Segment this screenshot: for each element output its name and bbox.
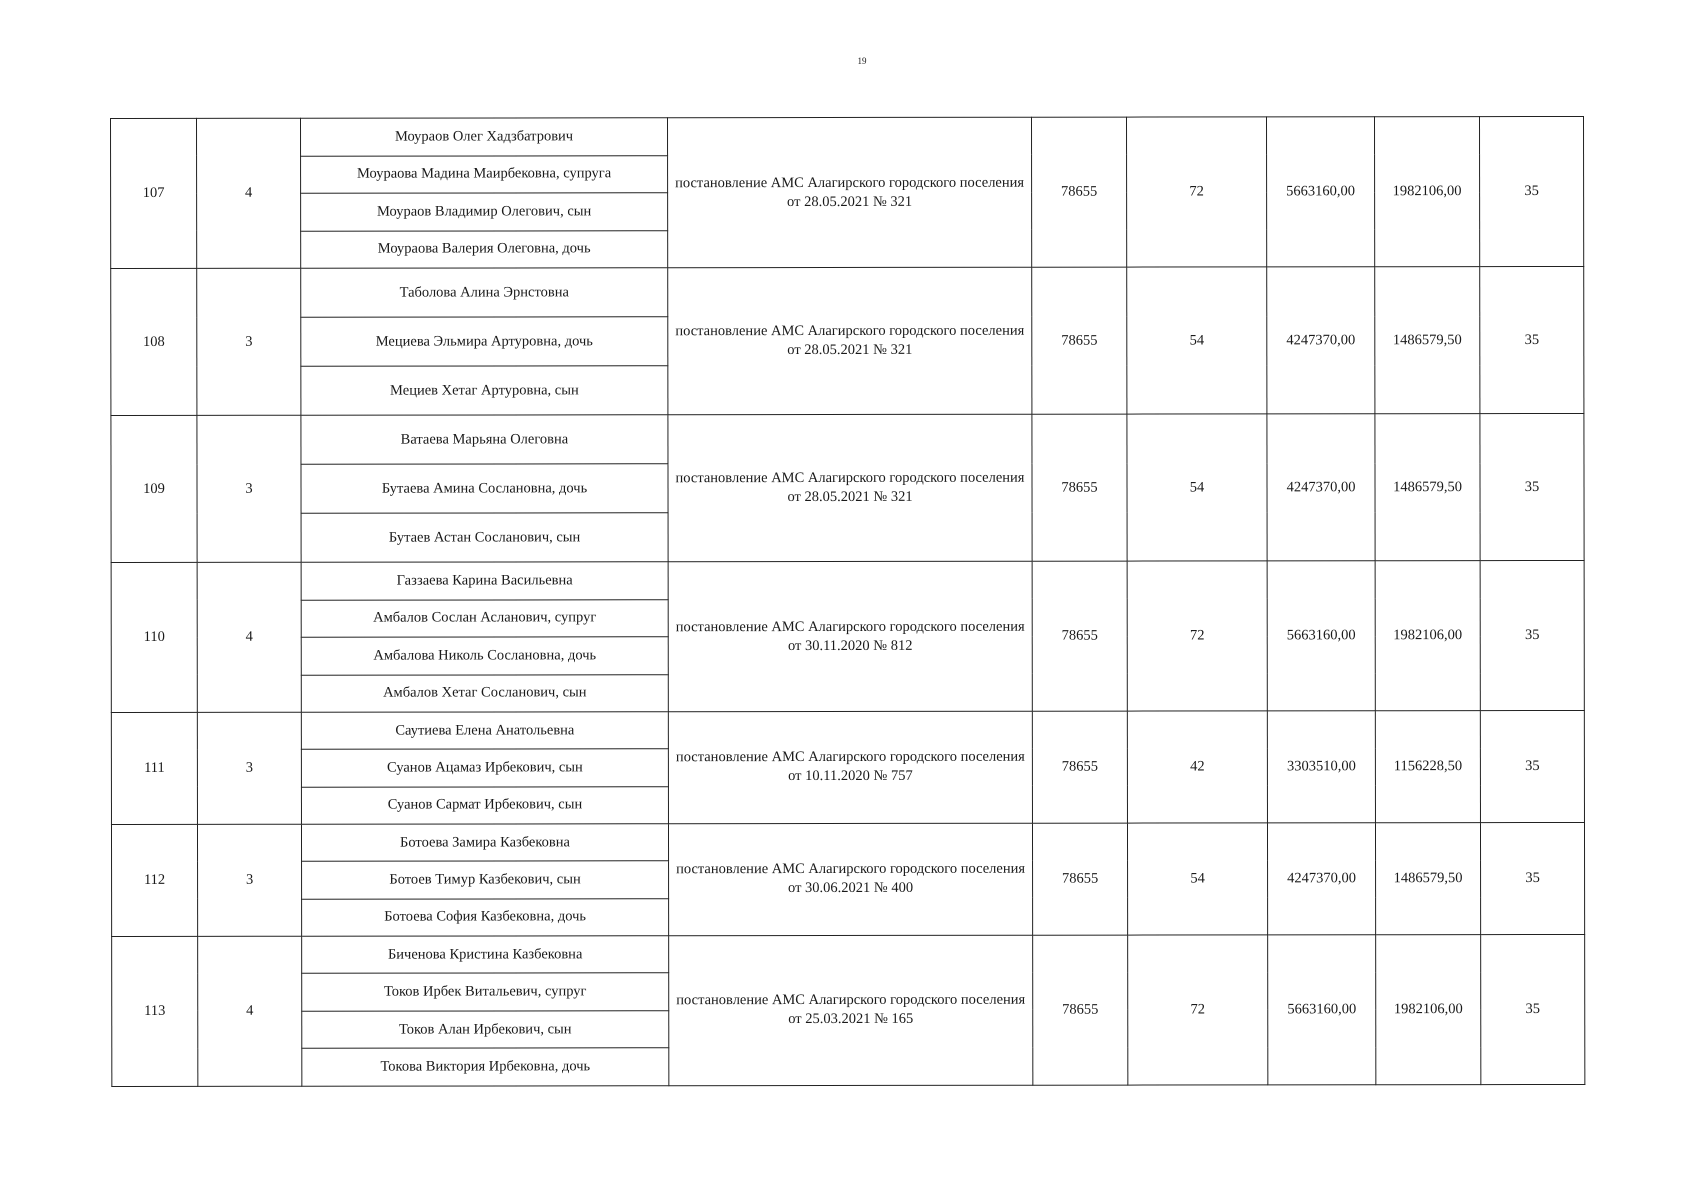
row-number: 107 xyxy=(111,118,197,268)
subsidy-amount: 1982106,00 xyxy=(1374,117,1479,267)
decree-reference: постановление АМС Алагирского городского поселения от 25.03.2021 № 165 xyxy=(669,935,1033,1086)
housing-cost: 4247370,00 xyxy=(1267,823,1375,935)
family-member: Газзаева Карина Васильевна xyxy=(301,562,668,600)
row-number: 109 xyxy=(111,415,197,562)
family-member: Мециева Эльмира Артуровна, дочь xyxy=(301,317,668,367)
family-member: Токов Ирбек Витальевич, супруг xyxy=(302,973,669,1011)
subsidy-percent: 35 xyxy=(1481,934,1585,1084)
housing-cost: 5663160,00 xyxy=(1266,117,1374,267)
family-member: Амбалов Хетаг Сосланович, сын xyxy=(301,674,668,712)
family-member: Ботоева София Казбековна, дочь xyxy=(302,898,669,936)
subsidy-percent: 35 xyxy=(1479,116,1583,266)
family-size: 3 xyxy=(197,824,301,936)
subsidy-percent: 35 xyxy=(1480,710,1584,822)
housing-cost: 5663160,00 xyxy=(1267,561,1375,711)
price-per-sqm: 78655 xyxy=(1032,711,1127,823)
family-member: Саутиева Елена Анатольевна xyxy=(301,712,668,750)
subsidy-amount: 1982106,00 xyxy=(1376,935,1481,1085)
family-member: Моураова Валерия Олеговна, дочь xyxy=(301,230,668,268)
family-member: Амбалов Сослан Асланович, супруг xyxy=(301,599,668,637)
family-member: Токов Алан Ирбекович, сын xyxy=(302,1011,669,1049)
price-per-sqm: 78655 xyxy=(1032,267,1127,414)
subsidy-amount: 1982106,00 xyxy=(1375,561,1480,711)
housing-cost: 4247370,00 xyxy=(1267,414,1375,561)
family-member: Суанов Сармат Ирбекович, сын xyxy=(301,786,668,824)
row-number: 113 xyxy=(112,936,198,1086)
row-number: 110 xyxy=(111,562,197,712)
family-member: Амбалова Николь Сослановна, дочь xyxy=(301,637,668,675)
area-norm: 54 xyxy=(1127,267,1267,414)
family-member: Таболова Алина Эрнстовна xyxy=(301,268,668,318)
families-table xyxy=(110,116,1585,1087)
area-norm: 72 xyxy=(1128,935,1268,1085)
page-number: 19 xyxy=(857,56,867,66)
subsidy-percent: 35 xyxy=(1480,266,1584,413)
decree-reference: постановление АМС Алагирского городского поселения от 30.06.2021 № 400 xyxy=(668,823,1032,935)
price-per-sqm: 78655 xyxy=(1032,561,1127,711)
row-number: 108 xyxy=(111,268,197,415)
decree-reference: постановление АМС Алагирского городского поселения от 10.11.2020 № 757 xyxy=(668,711,1032,823)
family-member: Моураов Олег Хадзбатрович xyxy=(301,118,668,156)
decree-reference: постановление АМС Алагирского городского поселения от 28.05.2021 № 321 xyxy=(668,267,1032,415)
housing-cost: 3303510,00 xyxy=(1267,711,1375,823)
subsidy-percent: 35 xyxy=(1480,413,1584,560)
family-member: Бутаева Амина Сослановна, дочь xyxy=(301,464,668,514)
housing-cost: 4247370,00 xyxy=(1267,267,1375,414)
family-member: Мециев Хетаг Артуровна, сын xyxy=(301,366,668,416)
row-number: 112 xyxy=(111,824,197,936)
table-row xyxy=(111,822,1584,861)
subsidy-amount: 1486579,50 xyxy=(1375,267,1480,414)
family-member: Моураов Владимир Олегович, сын xyxy=(301,193,668,231)
family-member: Суанов Ацамаз Ирбекович, сын xyxy=(301,749,668,787)
subsidy-percent: 35 xyxy=(1480,822,1584,934)
table-row xyxy=(112,934,1585,974)
family-member: Бутаев Астан Сосланович, сын xyxy=(301,513,668,563)
table-row xyxy=(111,266,1584,317)
family-member: Ботоева Замира Казбековна xyxy=(301,824,668,862)
area-norm: 72 xyxy=(1126,117,1266,267)
family-size: 4 xyxy=(197,118,301,268)
row-number: 111 xyxy=(111,712,197,824)
area-norm: 72 xyxy=(1127,561,1267,711)
table-row xyxy=(111,560,1584,600)
family-size: 3 xyxy=(197,712,301,824)
family-member: Биченова Кристина Казбековна xyxy=(302,936,669,974)
price-per-sqm: 78655 xyxy=(1033,935,1128,1085)
family-member: Ботоев Тимур Казбекович, сын xyxy=(302,861,669,899)
family-size: 3 xyxy=(197,415,301,562)
family-member: Ватаева Марьяна Олеговна xyxy=(301,415,668,465)
subsidy-amount: 1486579,50 xyxy=(1375,414,1480,561)
price-per-sqm: 78655 xyxy=(1032,414,1127,561)
area-norm: 42 xyxy=(1127,711,1267,823)
decree-reference: постановление АМС Алагирского городского поселения от 28.05.2021 № 321 xyxy=(668,117,1032,268)
price-per-sqm: 78655 xyxy=(1031,117,1126,267)
subsidy-percent: 35 xyxy=(1480,560,1584,710)
family-size: 3 xyxy=(197,268,301,415)
decree-reference: постановление АМС Алагирского городского поселения от 30.11.2020 № 812 xyxy=(668,561,1032,712)
subsidy-amount: 1156228,50 xyxy=(1375,711,1480,823)
subsidy-amount: 1486579,50 xyxy=(1375,823,1480,935)
family-member: Моураова Мадина Маирбековна, супруга xyxy=(301,155,668,193)
price-per-sqm: 78655 xyxy=(1032,823,1127,935)
family-size: 4 xyxy=(198,936,302,1086)
table-row xyxy=(111,710,1584,749)
family-size: 4 xyxy=(197,562,301,712)
table-row xyxy=(111,116,1584,156)
area-norm: 54 xyxy=(1127,414,1267,561)
housing-cost: 5663160,00 xyxy=(1268,935,1376,1085)
area-norm: 54 xyxy=(1127,823,1267,935)
table-row xyxy=(111,413,1584,464)
family-member: Токова Виктория Ирбековна, дочь xyxy=(302,1048,669,1086)
decree-reference: постановление АМС Алагирского городского поселения от 28.05.2021 № 321 xyxy=(668,414,1032,562)
